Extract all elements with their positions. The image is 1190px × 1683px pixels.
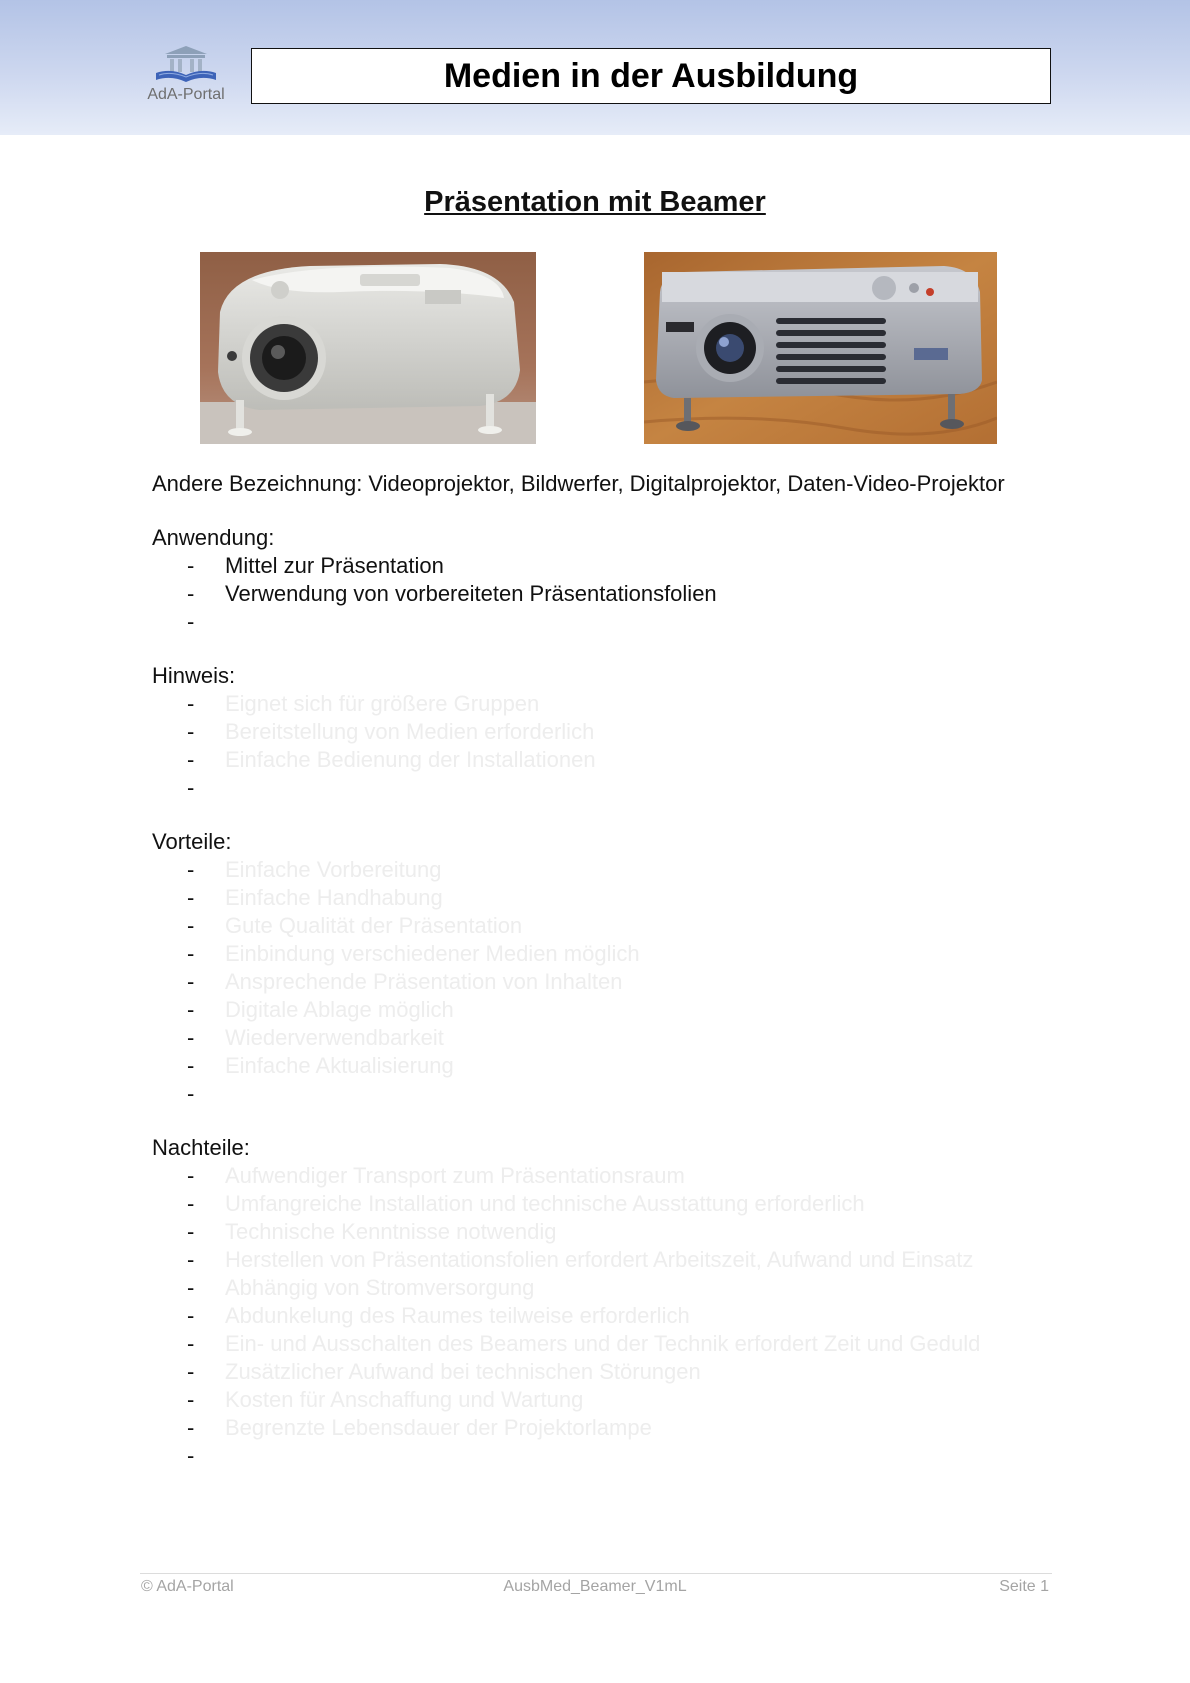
list-item: - Digitale Ablage möglich	[152, 996, 1052, 1024]
alt-names-row	[152, 470, 1052, 498]
list-item: - Ein- und Ausschalten des Beamers und der Technik erfordert Zeit und Geduld	[152, 1330, 1052, 1358]
projector-photo-silver	[644, 252, 997, 444]
section-nachteile	[152, 1134, 1052, 1470]
list-item: - Einfache Vorbereitung	[152, 856, 1052, 884]
section-title: Vorteile:	[152, 829, 232, 854]
alt-names-value: Videoprojektor, Bildwerfer, Digitalprojektor, Daten-Video-Projektor	[368, 471, 1005, 496]
list-item: - Umfangreiche Installation und technische Ausstattung erforderlich	[152, 1190, 1052, 1218]
list-item: - Begrenzte Lebensdauer der Projektorlampe	[152, 1414, 1052, 1442]
list-item: - Bereitstellung von Medien erforderlich	[152, 718, 1052, 746]
list-item: - Herstellen von Präsentationsfolien erfordert Arbeitszeit, Aufwand und Einsatz	[152, 1246, 1052, 1274]
list-item: - Mittel zur Präsentation	[152, 552, 1052, 580]
list-item: - Einfache Bedienung der Installationen	[152, 746, 1052, 774]
logo	[138, 44, 234, 104]
document-body	[152, 470, 1052, 1470]
page-subtitle: Präsentation mit Beamer	[424, 186, 766, 218]
list-item: - Kosten für Anschaffung und Wartung	[152, 1386, 1052, 1414]
list-item	[152, 774, 1052, 802]
section-hinweis	[152, 662, 1052, 802]
footer-page-number: Seite 1	[999, 1578, 1049, 1595]
list-item: - Zusätzlicher Aufwand bei technischen Störungen	[152, 1358, 1052, 1386]
list-item: - Wiederverwendbarkeit	[152, 1024, 1052, 1052]
list-item: - Technische Kenntnisse notwendig	[152, 1218, 1052, 1246]
list-item: - Gute Qualität der Präsentation	[152, 912, 1052, 940]
section-title: Hinweis:	[152, 663, 236, 688]
section-title: Anwendung:	[152, 525, 275, 550]
list-item	[152, 608, 1052, 636]
document-title: Medien in der Ausbildung	[251, 48, 1051, 104]
list-item: - Abhängig von Stromversorgung	[152, 1274, 1052, 1302]
list-item: - Einfache Aktualisierung	[152, 1052, 1052, 1080]
list-item: - Einfache Handhabung	[152, 884, 1052, 912]
list-item	[152, 1080, 1052, 1108]
footer-document-id: AusbMed_Beamer_V1mL	[503, 1578, 687, 1595]
list-item	[152, 1442, 1052, 1470]
list-item: - Aufwendiger Transport zum Präsentationsraum	[152, 1162, 1052, 1190]
alt-names-label: Andere Bezeichnung:	[152, 471, 363, 496]
list-item: - Verwendung von vorbereiteten Präsentationsfolien	[152, 580, 1052, 608]
list-item: - Eignet sich für größere Gruppen	[152, 690, 1052, 718]
logo-text: AdA-Portal	[147, 86, 225, 103]
projector-photo-white	[200, 252, 536, 444]
footer-copyright: © AdA-Portal	[141, 1578, 234, 1595]
temple-book-icon	[153, 44, 219, 84]
list-item: - Einbindung verschiedener Medien möglich	[152, 940, 1052, 968]
section-anwendung	[152, 524, 1052, 636]
footer-divider	[140, 1573, 1052, 1574]
list-item: - Abdunkelung des Raumes teilweise erforderlich	[152, 1302, 1052, 1330]
section-title: Nachteile:	[152, 1135, 250, 1160]
list-item: - Ansprechende Präsentation von Inhalten	[152, 968, 1052, 996]
section-vorteile	[152, 828, 1052, 1108]
